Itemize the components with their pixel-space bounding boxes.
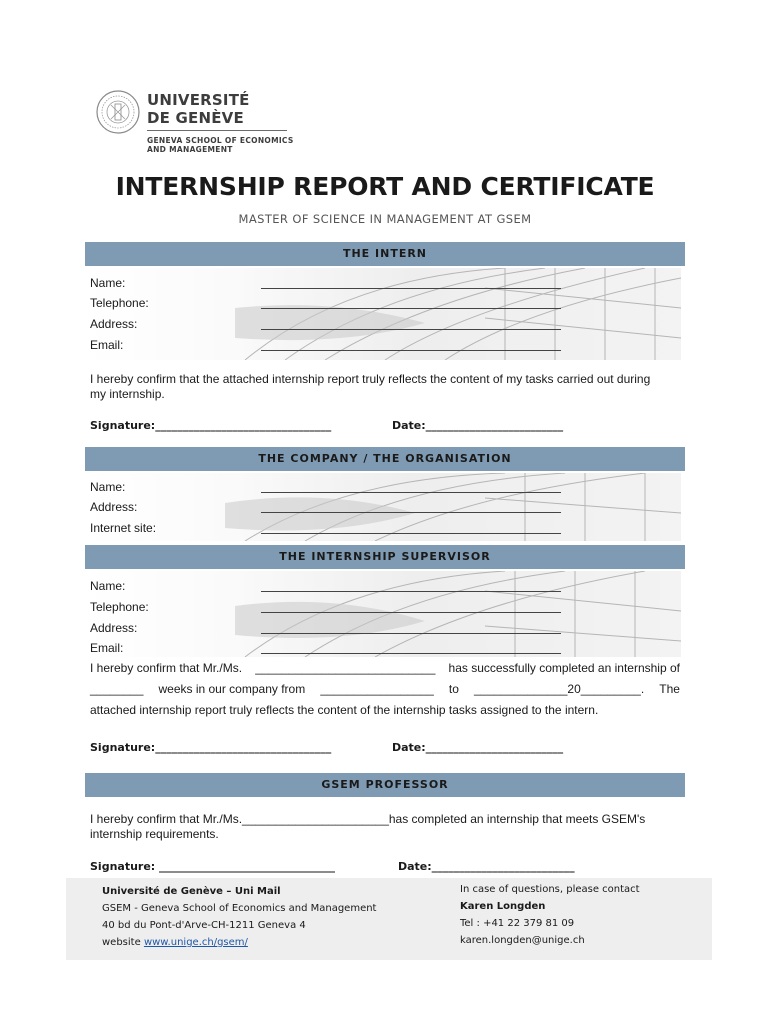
- footer-website-label: website: [102, 937, 141, 948]
- contact-footer: [66, 878, 712, 960]
- intern-address-label: Address:: [90, 317, 138, 331]
- supervisor-weeks-blank[interactable]: ________: [90, 682, 144, 696]
- footer-contact-tel: Tel : +41 22 379 81 09: [460, 918, 575, 929]
- logo-line-2: DE GENÈVE: [147, 109, 244, 127]
- intern-date-field[interactable]: Date:_________________________: [392, 419, 564, 432]
- supervisor-name-label: Name:: [90, 579, 126, 593]
- supervisor-line2-text-b: weeks in our company from: [158, 682, 306, 696]
- footer-school: GSEM - Geneva School of Economics and Management: [102, 903, 377, 914]
- company-address-label: Address:: [90, 500, 138, 514]
- university-logo: [96, 88, 296, 158]
- company-website-label: Internet site:: [90, 521, 157, 535]
- background-photo-intern: [85, 268, 681, 360]
- supervisor-line1-text-b: has successfully completed an internship of: [448, 661, 680, 675]
- supervisor-confirmation-line-3: attached internship report truly reflects the content of the internship tasks assigned to the intern.: [90, 703, 599, 717]
- professor-date-field[interactable]: Date:__________________________: [398, 860, 575, 873]
- footer-address: 40 bd du Pont-d'Arve-CH-1211 Geneva 4: [102, 920, 306, 931]
- intern-confirmation-line-2: my internship.: [90, 387, 165, 401]
- section-header-supervisor: THE INTERNSHIP SUPERVISOR: [85, 545, 685, 569]
- logo-line-1: UNIVERSITÉ: [147, 91, 250, 109]
- footer-address-block: [102, 883, 376, 951]
- supervisor-email-field[interactable]: [261, 653, 561, 654]
- footer-website-link[interactable]: www.unige.ch/gsem/: [143, 937, 248, 948]
- supervisor-line1-text-a: I hereby confirm that Mr./Ms.: [90, 661, 243, 675]
- supervisor-signature-field[interactable]: Signature:________________________________: [90, 741, 332, 754]
- company-name-label: Name:: [90, 480, 126, 494]
- intern-name-label: Name:: [90, 276, 126, 290]
- footer-contact-block: [460, 881, 640, 949]
- intern-confirmation-text: [90, 372, 690, 402]
- supervisor-address-field[interactable]: [261, 633, 561, 634]
- intern-confirmation-line-1: I hereby confirm that the attached internship report truly reflects the content of my tasks carried out during: [90, 372, 651, 386]
- supervisor-telephone-field[interactable]: [261, 612, 561, 613]
- supervisor-name-field[interactable]: [261, 591, 561, 592]
- footer-contact-name: Karen Longden: [460, 901, 546, 912]
- supervisor-line2-text-the: The: [659, 682, 680, 696]
- footer-contact-email[interactable]: karen.longden@unige.ch: [460, 935, 585, 946]
- intern-signature-field[interactable]: Signature:________________________________: [90, 419, 332, 432]
- intern-address-field[interactable]: [261, 329, 561, 330]
- background-photo-supervisor: [85, 571, 681, 657]
- intern-name-field[interactable]: [261, 288, 561, 289]
- supervisor-intern-name-blank[interactable]: ___________________________: [255, 661, 436, 675]
- supervisor-end-date-blank[interactable]: ______________20_________.: [473, 682, 645, 696]
- supervisor-telephone-label: Telephone:: [90, 600, 149, 614]
- supervisor-email-label: Email:: [90, 641, 124, 655]
- intern-email-label: Email:: [90, 338, 124, 352]
- background-photo-company: [85, 473, 681, 541]
- professor-confirmation-text: [90, 812, 690, 842]
- document-subtitle: MASTER OF SCIENCE IN MANAGEMENT AT GSEM: [238, 212, 532, 226]
- university-seal-icon: [96, 90, 140, 134]
- section-header-intern: THE INTERN: [85, 242, 685, 266]
- footer-contact-intro: In case of questions, please contact: [460, 884, 640, 895]
- professor-confirmation-line-1: I hereby confirm that Mr./Ms.______________________has completed an internship that meets GSEM's: [90, 812, 646, 826]
- logo-divider: [147, 130, 287, 131]
- intern-telephone-field[interactable]: [261, 308, 561, 309]
- logo-school-line-2: AND MANAGEMENT: [147, 145, 233, 154]
- supervisor-line2-text-to: to: [448, 682, 459, 696]
- section-header-professor: GSEM PROFESSOR: [85, 773, 685, 797]
- professor-signature-field[interactable]: Signature: ________________________________: [90, 860, 336, 873]
- footer-org: Université de Genève – Uni Mail: [102, 886, 281, 897]
- intern-email-field[interactable]: [261, 350, 561, 351]
- supervisor-address-label: Address:: [90, 621, 138, 635]
- supervisor-start-date-blank[interactable]: _________________: [320, 682, 434, 696]
- company-name-field[interactable]: [261, 492, 561, 493]
- supervisor-date-field[interactable]: Date:_________________________: [392, 741, 564, 754]
- section-header-company: THE COMPANY / THE ORGANISATION: [85, 447, 685, 471]
- professor-confirmation-line-2: internship requirements.: [90, 827, 219, 841]
- logo-school-line-1: GENEVA SCHOOL OF ECONOMICS: [147, 136, 294, 145]
- intern-telephone-label: Telephone:: [90, 296, 149, 310]
- supervisor-confirmation-line-1: [90, 661, 680, 676]
- document-title: INTERNSHIP REPORT AND CERTIFICATE: [115, 172, 655, 201]
- footer-website: [102, 934, 376, 951]
- company-address-field[interactable]: [261, 512, 561, 513]
- company-website-field[interactable]: [261, 533, 561, 534]
- supervisor-confirmation-line-2: [90, 682, 680, 697]
